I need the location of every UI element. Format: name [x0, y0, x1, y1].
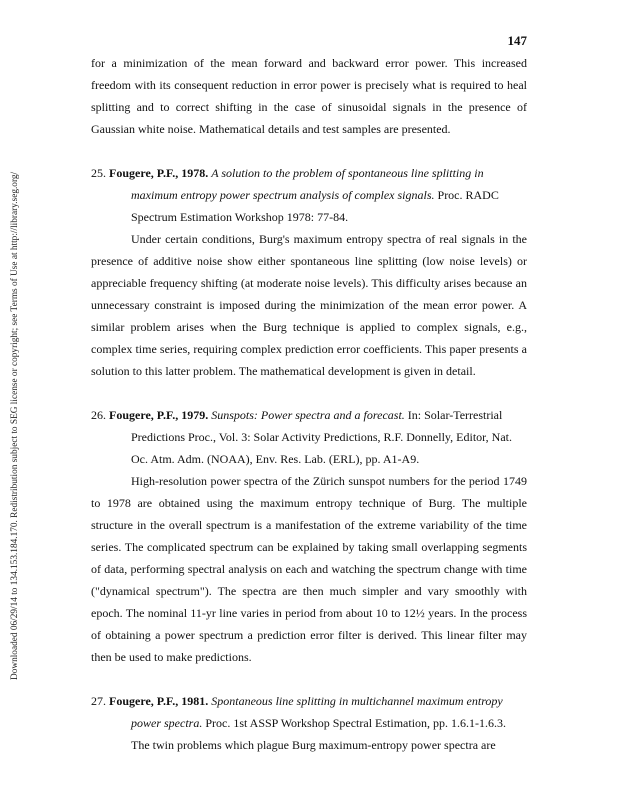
intro-paragraph: for a minimization of the mean forward and backward error power. This increased freedom with its consequent reduction in error power is precisely what is required to heal splitting and to correct shifting in the case of sinusoidal signals in the presence of Gaussian white noise. Mathematical details and test samples are presented.: [91, 56, 527, 136]
abstract: High-resolution power spectra of the Zürich sunspot numbers for the period 1749 to 1978 are obtained using the maximum entropy technique of Burg. The multiple structure in the overall spectrum is a manifestation of the extreme variability of the time series. The complicated spectrum can be explained by taking small overlapping segments of data, performing spectral analysis on each and watching the spectrum change with time ("dynamical spectrum"). The spectra are then much simpler and vary smoothly with epoch. The nominal 11-yr line varies in period from about 10 to 12½ years. In the process of obtaining a power spectrum a prediction error filter is derived. This linear filter may then be used to make predictions.: [91, 474, 527, 664]
entry-number: 25.: [91, 166, 106, 180]
citation: [91, 690, 527, 734]
citation: [91, 404, 527, 470]
source: In: Solar-Terrestrial Predictions Proc., Vol. 3: Solar Activity Predictions, R.F. Donnelly, Editor, Nat. Oc. Atm. Adm. (NOAA), Env. Res. Lab. (ERL), pp. A1-A9.: [131, 408, 512, 466]
entry-number: 27.: [91, 694, 106, 708]
source: Proc. 1st ASSP Workshop Spectral Estimation, pp. 1.6.1-1.6.3.: [205, 716, 507, 730]
author: Fougere, P.F., 1979.: [109, 408, 209, 422]
title: A solution to the problem of spontaneous line splitting in maximum entropy power spectrum analysis of complex signals.: [131, 166, 484, 202]
abstract: Under certain conditions, Burg's maximum entropy spectra of real signals in the presence of additive noise show either spontaneous line splitting (low noise levels) or appreciable frequency shifting (at moderate noise levels). This difficulty arises because an unnecessary constraint is imposed during the minimization of the mean error power. A similar problem arises when the Burg technique is applied to complex signals, e.g., complex time series, requiring complex prediction error coefficients. This paper presents a solution to this latter problem. The mathematical development is given in detail.: [91, 232, 527, 378]
citation: [91, 162, 527, 228]
reference-entry-25: [91, 162, 527, 382]
reference-entry-26: [91, 404, 527, 668]
title: Spontaneous line splitting in multichannel maximum entropy power spectra.: [131, 694, 503, 730]
entry-number: 26.: [91, 408, 106, 422]
author: Fougere, P.F., 1978.: [109, 166, 209, 180]
source: Proc. RADC Spectrum Estimation Workshop 1978: 77-84.: [131, 188, 499, 224]
download-notice: [10, 120, 24, 680]
download-notice-text: Downloaded 06/29/14 to 134.153.184.170. Redistribution subject to SEG license or copyright; see Terms of Use at http://library.seg.org/: [10, 171, 20, 680]
reference-entry-27: [91, 690, 527, 756]
abstract: The twin problems which plague Burg maximum-entropy power spectra are: [131, 738, 496, 752]
page-body: [91, 52, 527, 756]
title: Sunspots: Power spectra and a forecast.: [211, 408, 405, 422]
author: Fougere, P.F., 1981.: [109, 694, 209, 708]
page-number: 147: [507, 33, 527, 48]
